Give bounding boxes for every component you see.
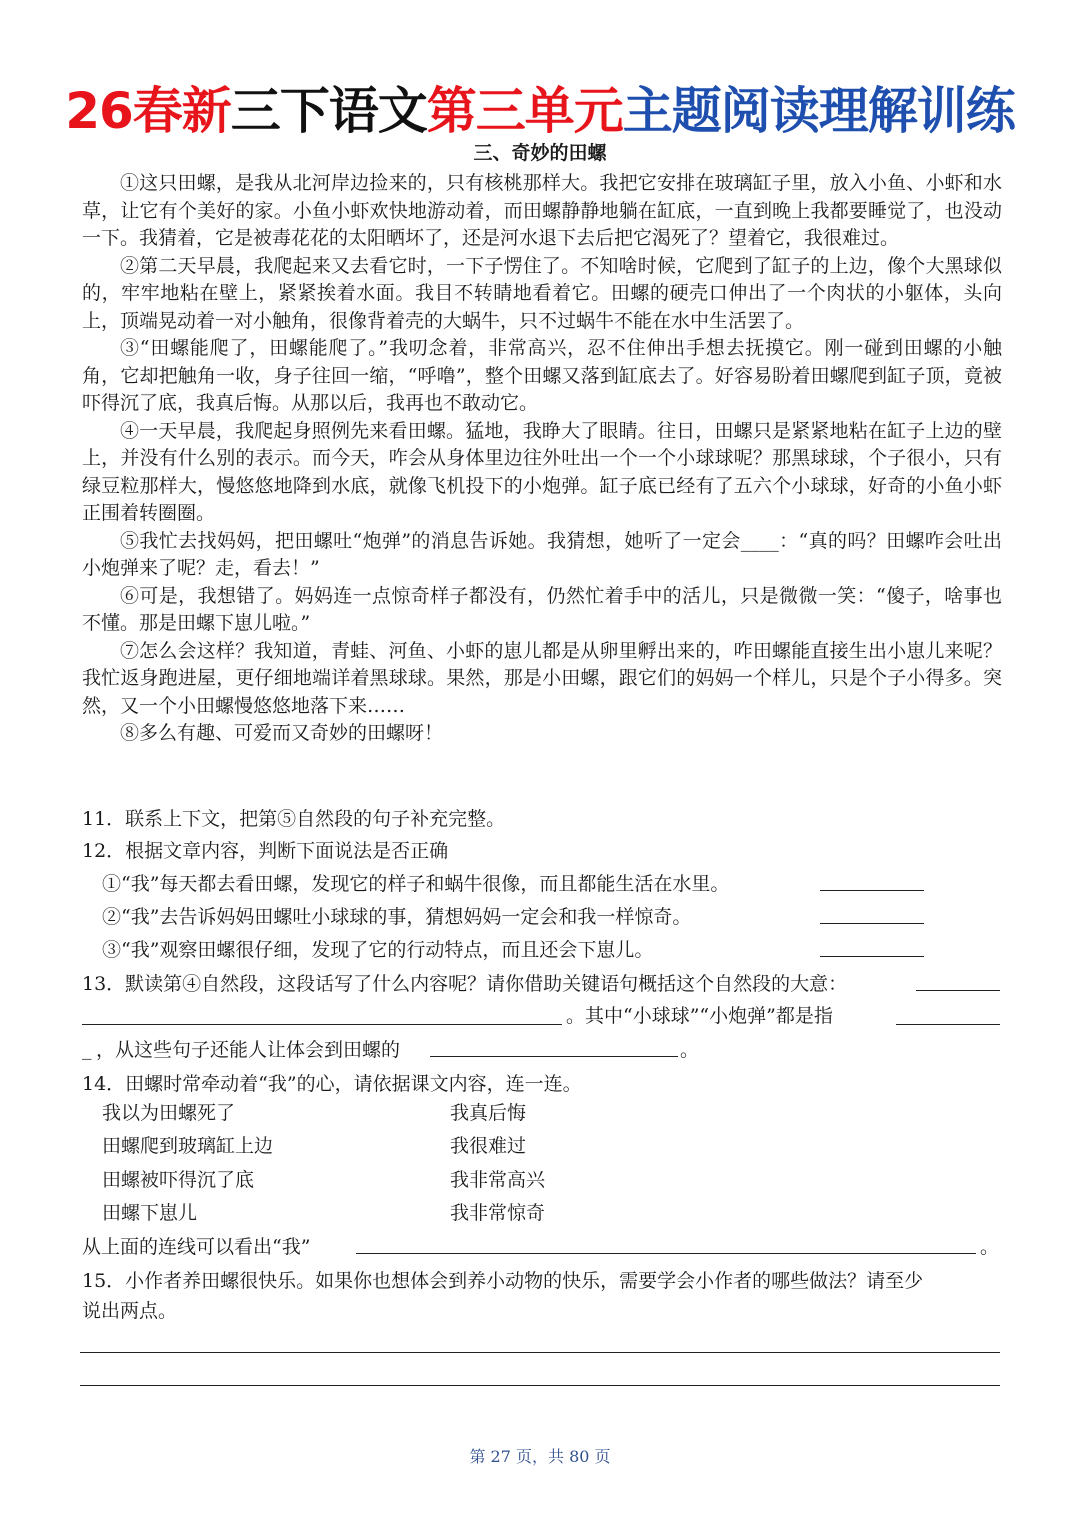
answer-line-2[interactable] <box>80 1385 1000 1386</box>
q12-answer-blank-3[interactable] <box>820 932 924 957</box>
question-15-line-1: 15．小作者养田螺很快乐。如果你也想体会到养小动物的快乐，需要学会小作者的哪些做法？请至少 <box>82 1270 924 1292</box>
paragraph-6: ⑥可是，我想错了。妈妈连一点惊奇样子都没有，仍然忙着手中的活儿，只是微微一笑：“傻子，啥事也不懂。那是田螺下崽儿啦。” <box>82 584 1002 634</box>
q14-end: 。 <box>980 1236 1000 1258</box>
title-part-3: 第三单元 <box>426 82 623 140</box>
q12-statement-1: ①“我”每天都去看田螺，发现它的样子和蜗牛很像，而且都能生活在水里。 <box>102 873 730 895</box>
question-13-prompt: 13．默读第④自然段，这段话写了什么内容呢？请你借助关键语句概括这个自然段的大意： <box>82 973 848 995</box>
q13-end: 。 <box>680 1039 700 1061</box>
question-12: 12．根据文章内容，判断下面说法是否正确 <box>82 840 449 862</box>
q12-statement-3: ③“我”观察田螺很仔细，发现了它的行动特点，而且还会下崽儿。 <box>102 939 654 961</box>
question-14: 14．田螺时常牵动着“我”的心，请依据课文内容，连一连。 <box>82 1073 582 1095</box>
q14-right-4[interactable]: 我非常惊奇 <box>450 1202 546 1224</box>
paragraph-1: ①这只田螺，是我从北河岸边捡来的，只有核桃那样大。我把它安排在玻璃缸子里，放入小鱼、小虾和水草，让它有个美好的家。小鱼小虾欢快地游动着，而田螺静静地躺在缸底，一直到晚上我都要睡觉了，也没动一下。我猜着，它是被毒花花的太阳晒坏了，还是河水退下去后把它渴死了？望着它，我很难过。 <box>82 172 1002 249</box>
q14-right-2[interactable]: 我很难过 <box>450 1135 527 1157</box>
question-15-line-2: 说出两点。 <box>82 1300 178 1322</box>
q13-refers-blank-a[interactable] <box>896 1000 1000 1025</box>
question-11: 11．联系上下文，把第⑤自然段的句子补充完整。 <box>82 808 506 830</box>
question-13-line-1 <box>82 968 1002 1000</box>
q12-answer-blank-2[interactable] <box>820 899 924 924</box>
q14-left-4[interactable]: 田螺下崽儿 <box>102 1202 198 1224</box>
q14-conclusion-blank[interactable] <box>356 1229 976 1254</box>
q12-answer-blank-1[interactable] <box>820 866 924 891</box>
paragraph-3: ③“田螺能爬了，田螺能爬了。”我叨念着，非常高兴，忍不住伸出手想去抚摸它。刚一碰到田螺的小触角，它却把触角一收，身子往回一缩，“呼噜”，整个田螺又落到缸底去了。好容易盼着田螺爬到缸子顶，竟被吓得沉了底，我真后悔。从那以后，我再也不敢动它。 <box>82 337 1002 414</box>
q14-left-3[interactable]: 田螺被吓得沉了底 <box>102 1169 255 1191</box>
q14-left-2[interactable]: 田螺爬到玻璃缸上边 <box>102 1135 274 1157</box>
q13-underscore: _ <box>82 1038 92 1060</box>
paragraph-8: ⑧多么有趣、可爱而又奇妙的田螺呀！ <box>120 722 444 744</box>
q12-statement-2: ②“我”去告诉妈妈田螺吐小球球的事，猜想妈妈一定会和我一样惊奇。 <box>102 906 692 928</box>
title-part-1: 26春新 <box>65 82 231 140</box>
q14-right-1[interactable]: 我真后悔 <box>450 1102 527 1124</box>
page-number: 第 27 页，共 80 页 <box>469 1447 611 1466</box>
q14-left-1[interactable]: 我以为田螺死了 <box>102 1102 236 1124</box>
q13-feeling-blank[interactable] <box>430 1032 678 1057</box>
q13-summary-blank-b[interactable] <box>82 1000 562 1025</box>
q13-summary-blank-a[interactable] <box>916 966 1000 991</box>
answer-line-1[interactable] <box>80 1352 1000 1353</box>
paragraph-2: ②第二天早晨，我爬起来又去看它时，一下子愣住了。不知啥时候，它爬到了缸子的上边，像个大黑球似的，牢牢地粘在壁上，紧紧挨着水面。我目不转睛地看着它。田螺的硬壳口伸出了一个肉状的小躯体，头向上，顶端晃动着一对小触角，很像背着壳的大蜗牛，只不过蜗牛不能在水中生活罢了。 <box>82 254 1002 332</box>
q14-right-3[interactable]: 我非常高兴 <box>450 1169 546 1191</box>
q14-conclusion: 从上面的连线可以看出“我” <box>82 1236 311 1258</box>
q13-tail-text: ，从这些句子还能人让体会到田螺的 <box>96 1039 401 1061</box>
passage <box>82 170 1002 748</box>
section-subtitle: 三、奇妙的田螺 <box>473 142 607 164</box>
page-title <box>0 82 1080 140</box>
paragraph-7: ⑦怎么会这样？我知道，青蛙、河鱼、小虾的崽儿都是从卵里孵出来的，咋田螺能直接生出小崽儿来呢？我忙返身跑进屋，更仔细地端详着黑球球。果然，那是小田螺，跟它们的妈妈一个样儿，只是个子小得多。突然，又一个小田螺慢悠悠地落下来…… <box>82 639 1002 717</box>
q13-mid-text: 。其中“小球球”“小炮弹”都是指 <box>566 1005 833 1027</box>
paragraph-4: ④一天早晨，我爬起身照例先来看田螺。猛地，我睁大了眼睛。往日，田螺只是紧紧地粘在缸子上边的壁上，并没有什么别的表示。而今天，咋会从身体里边往外吐出一个一个小球球呢？那黑球球，个子很小，只有绿豆粒那样大，慢悠悠地降到水底，就像飞机投下的小炮弹。缸子底已经有了五六个小球球，好奇的小鱼小虾正围着转圈圈。 <box>82 419 1002 524</box>
title-part-4: 主题阅读理解训练 <box>622 82 1015 140</box>
paragraph-5: ⑤我忙去找妈妈，把田螺吐“炮弹”的消息告诉她。我猜想，她听了一定会____：“真的吗？田螺咋会吐出小炮弹来了呢？走，看去！” <box>82 529 1002 579</box>
title-part-2: 三下语文 <box>230 82 427 140</box>
